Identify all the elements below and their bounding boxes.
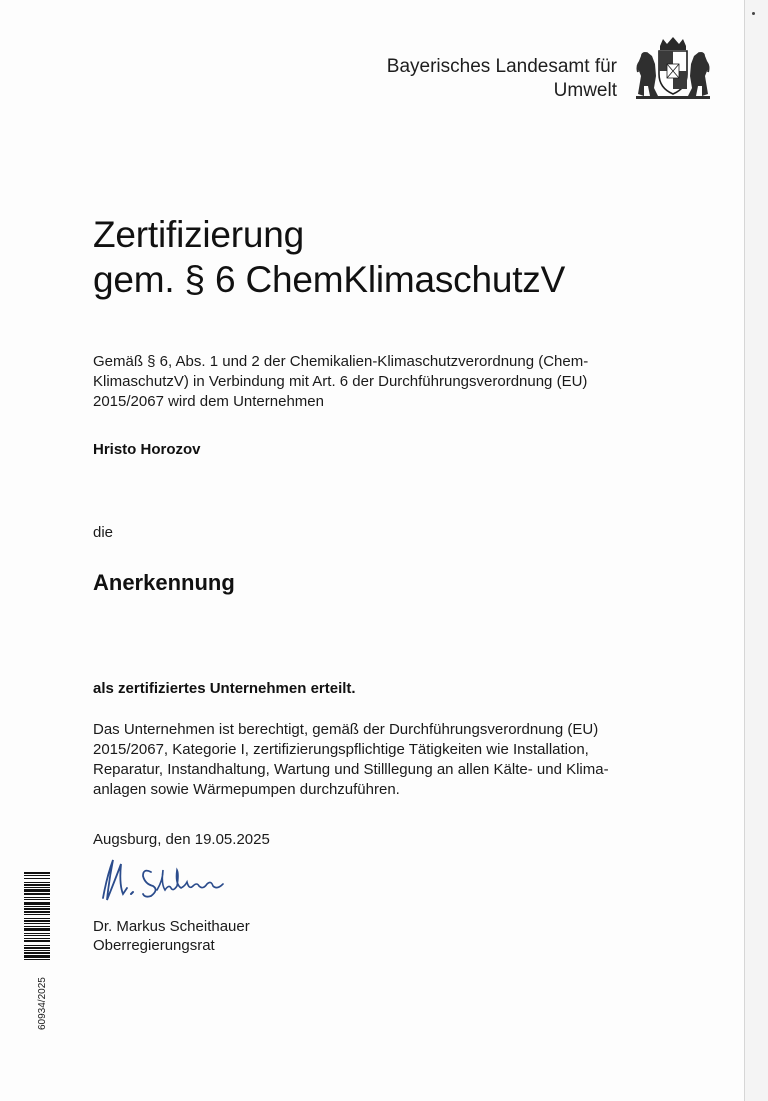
bavarian-coat-of-arms-icon bbox=[632, 36, 714, 100]
barcode-bar bbox=[24, 952, 50, 954]
title-line-1: Zertifizierung bbox=[93, 214, 305, 255]
barcode-bar bbox=[24, 914, 50, 915]
barcode-bar bbox=[24, 899, 50, 900]
issuing-authority bbox=[387, 55, 617, 103]
barcode-bar bbox=[24, 884, 50, 886]
barcode-bar bbox=[24, 955, 50, 958]
barcode-bar bbox=[24, 918, 50, 919]
scan-speck bbox=[752, 12, 755, 15]
barcode-bar bbox=[24, 920, 50, 922]
barcode-bar bbox=[24, 878, 50, 879]
barcode-bar bbox=[24, 875, 50, 876]
barcode-bar bbox=[24, 947, 50, 949]
barcode-bar bbox=[24, 959, 50, 960]
recognition-heading: Anerkennung bbox=[93, 570, 235, 595]
barcode-bar bbox=[24, 911, 50, 913]
barcode-bar bbox=[24, 908, 50, 910]
granted-statement: als zertifiziertes Unternehmen erteilt. bbox=[93, 680, 356, 697]
title-line-2: gem. § 6 ChemKlimaschutzV bbox=[93, 259, 566, 300]
barcode-bar bbox=[24, 933, 50, 934]
legal-basis-paragraph: Gemäß § 6, Abs. 1 und 2 der Chemikalien-Klimaschutzverordnung (Chem-KlimaschutzV) in Verbindung mit Art. 6 der Durchführungsverordnung (EU) 2015/2067 wird dem Unternehmen bbox=[93, 353, 589, 410]
barcode-bar bbox=[24, 940, 50, 942]
authority-line-2: Umwelt bbox=[553, 80, 617, 101]
barcode-bar bbox=[24, 872, 50, 874]
scope-paragraph: Das Unternehmen ist berechtigt, gemäß der Durchführungsverordnung (EU) 2015/2067, Kategorie I, zertifizierungspflichtige Tätigkeiten wie Installation, Reparatur, Instandhaltung, Wartung und Stilllegung an allen Kälte- und Klima-anlagen sowie Wärmepumpen durchzuführen. bbox=[93, 721, 609, 798]
barcode-bar bbox=[24, 897, 50, 898]
signer-title: Oberregierungsrat bbox=[93, 937, 215, 954]
barcode-number: 60934/2025 bbox=[37, 977, 48, 1030]
place-and-date: Augsburg, den 19.05.2025 bbox=[93, 831, 270, 848]
company-name: Hristo Horozov bbox=[93, 441, 201, 458]
barcode-bar bbox=[24, 906, 50, 907]
barcode-bar bbox=[24, 938, 50, 939]
barcode-bar bbox=[24, 893, 50, 895]
barcode-bar bbox=[24, 935, 50, 936]
barcode-bar bbox=[24, 950, 50, 951]
barcode-bar bbox=[24, 882, 50, 883]
barcode-bar bbox=[24, 928, 50, 931]
signer-block bbox=[93, 917, 250, 955]
signer-name: Dr. Markus Scheithauer bbox=[93, 918, 250, 935]
barcode-bar bbox=[24, 902, 50, 905]
barcode-bar bbox=[24, 926, 50, 927]
barcode-bar bbox=[24, 945, 50, 946]
scan-edge bbox=[745, 0, 768, 1101]
barcode-bar bbox=[24, 889, 50, 892]
barcode-bar bbox=[24, 887, 50, 888]
barcode-bar bbox=[24, 923, 50, 924]
authority-line-1: Bayerisches Landesamt für bbox=[386, 56, 617, 77]
handwritten-signature bbox=[93, 850, 243, 910]
certificate-title bbox=[93, 212, 565, 302]
article-text: die bbox=[93, 524, 114, 541]
